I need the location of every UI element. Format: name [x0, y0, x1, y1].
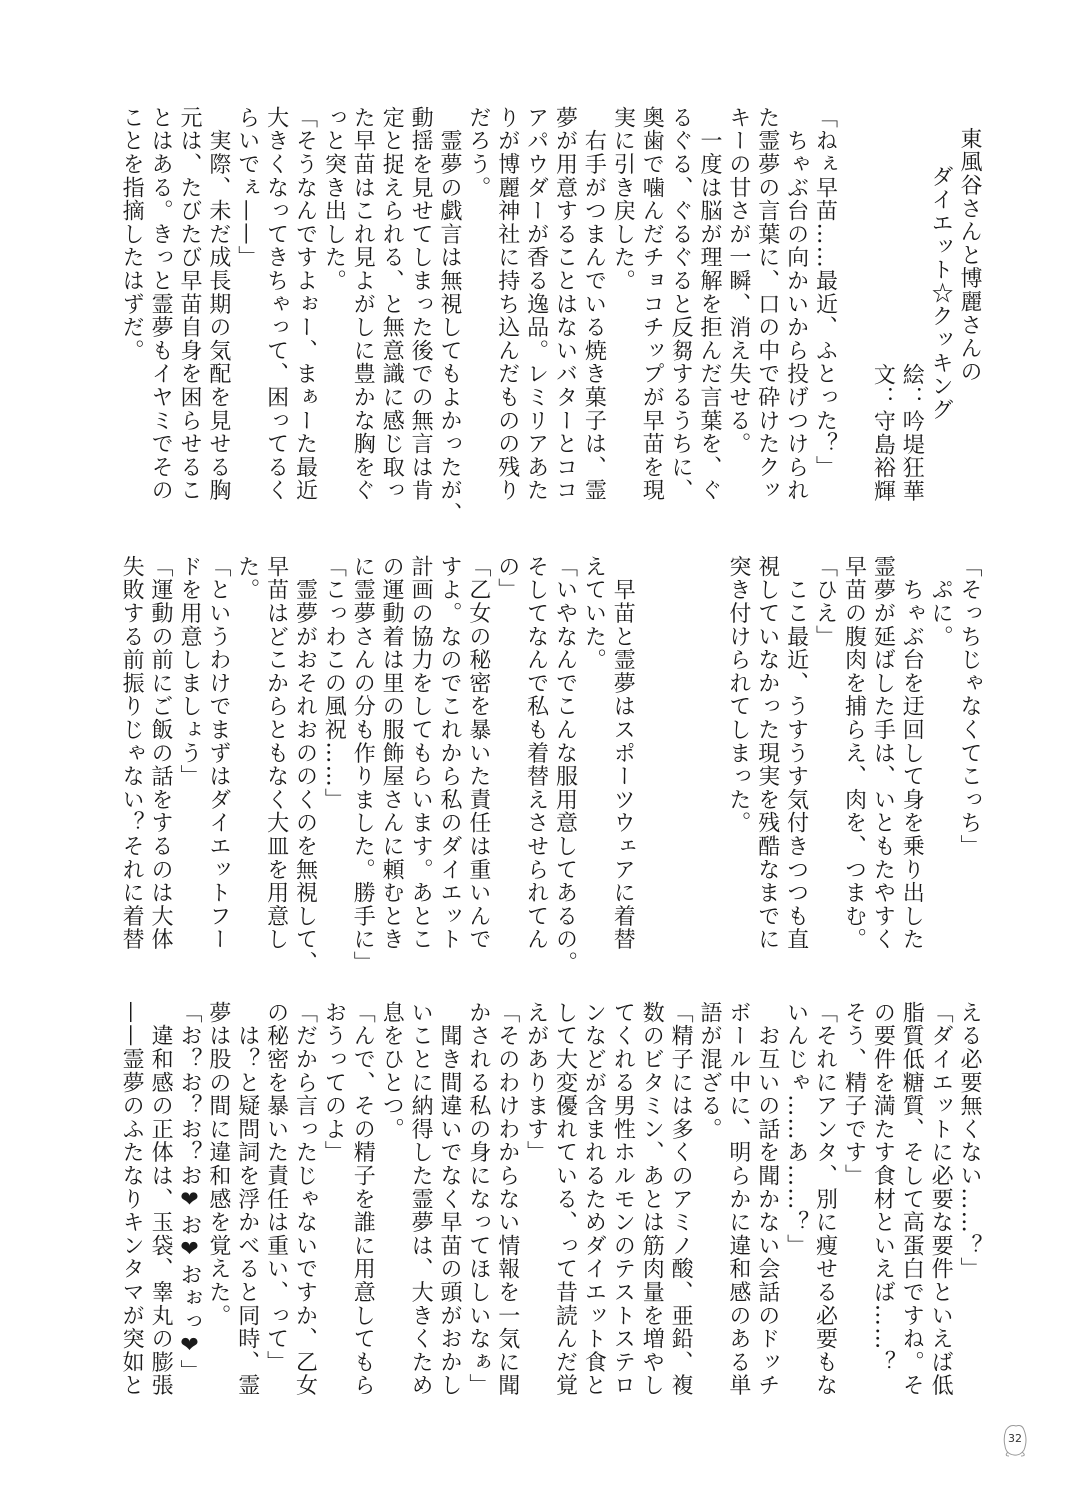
story-title: ダイエット☆クッキング — [928, 165, 954, 422]
text-column: 実際、未だ成長期の気配を見せる胸 — [205, 106, 231, 503]
text-column: 「いやなんでこんな服用意してあるの。 — [552, 555, 578, 975]
text-column: 定と捉えられる、と無意識に感じ取っ — [379, 106, 405, 503]
text-column: 夢は股の間に違和感を覚えた。 — [205, 1001, 231, 1328]
text-column: そしてなんで私も着替えさせられてん — [523, 555, 549, 952]
text-column: ちゃぶ台を迂回して身を乗り出した — [899, 555, 925, 952]
text-column: 語が混ざる。 — [696, 1001, 722, 1141]
text-column: かされる私の身になってほしいなぁ」 — [465, 1001, 491, 1398]
text-column: ちゃぶ台の向かいから投げつけられ — [783, 106, 809, 503]
text-column: 「こっわこの風祝……」 — [321, 555, 347, 812]
text-column: ことを指摘したはずだ。 — [119, 106, 145, 363]
text-column: 「ねぇ早苗……最近、ふとった？」 — [812, 106, 838, 479]
text-column: た霊夢の言葉に、口の中で砕けたクッ — [754, 106, 780, 503]
text-column: るぐる、ぐるぐると反芻するうちに、 — [668, 106, 694, 503]
text-column: 霊夢がおそれおののくのを無視して、 — [292, 555, 318, 975]
bottom-text-block — [115, 1001, 983, 1421]
text-column: っと突き出した。 — [321, 106, 347, 293]
text-column: 「んで、その精子を誰に用意してもら — [350, 1001, 376, 1398]
text-column: 「ダイエットに必要な要件といえば低 — [928, 1001, 954, 1398]
text-column: えていた。 — [581, 555, 607, 672]
text-column: の運動着は里の服飾屋さんに頼むとき — [379, 555, 405, 952]
text-column: 息をひとつ。 — [379, 1001, 405, 1141]
series-title: 東風谷さんと博麗さんの — [957, 127, 982, 384]
text-column: 視していなかった現実を残酷なまでに — [754, 555, 780, 952]
text-column: 「お？お？お？お❤お❤おぉっ❤」 — [176, 1001, 202, 1383]
text-column: 奥歯で噛んだチョコチップが早苗を現 — [639, 106, 665, 503]
text-column: 早苗はどこからともなく大皿を用意し — [263, 555, 289, 952]
text-column: して大変優れている、って昔読んだ覚 — [552, 1001, 578, 1398]
text-column: ぷに。 — [928, 555, 954, 649]
text-column: 元は、たびたび早苗自身を困らせるこ — [176, 106, 202, 503]
text-column: は？と疑問詞を浮かべると同時、霊 — [234, 1001, 260, 1398]
text-column: 数のビタミン、あとは筋肉量を増やし — [639, 1001, 665, 1398]
text-column: える必要無くない……？」 — [957, 1001, 982, 1281]
text-column: 「精子には多くのアミノ酸、亜鉛、複 — [668, 1001, 694, 1398]
text-column: の」 — [494, 555, 520, 602]
text-column: らいでぇ——」 — [234, 106, 260, 270]
text-column: 霊夢が延ばした手は、いともたやすく — [870, 555, 896, 952]
text-column: 「それにアンタ、別に痩せる必要もな — [812, 1001, 838, 1398]
text-column: 「ひえ」 — [812, 555, 838, 649]
text-column: とはある。きっと霊夢もイヤミでその — [148, 106, 174, 503]
text-column: 動揺を見せてしまった後での無言は肯 — [408, 106, 434, 503]
text-column: 右手がつまんでいる焼き菓子は、霊 — [581, 106, 607, 503]
illustration-credit: 絵：吟堤狂華 — [899, 363, 925, 503]
middle-text-block — [115, 555, 983, 975]
text-column: た早苗はこれ見よがしに豊かな胸をぐ — [350, 106, 376, 503]
text-column: 「そのわけわからない情報を一気に聞 — [494, 1001, 520, 1398]
text-column: お互いの話を聞かない会話のドッチ — [754, 1001, 780, 1398]
text-column: 「そうなんですよぉー、まぁーた最近 — [292, 106, 318, 503]
text-column: た。 — [234, 555, 260, 602]
text-column: 「運動の前にご飯の話をするのは大体 — [148, 555, 174, 952]
text-column: だろう。 — [465, 106, 491, 200]
text-column: に霊夢さんの分も作りました。勝手に」 — [350, 555, 376, 975]
page-number-badge — [1000, 1422, 1030, 1458]
page-number: 32 — [1008, 1432, 1022, 1445]
text-column: おうってのよ」 — [321, 1001, 347, 1165]
text-column: そう、精子です」 — [841, 1001, 867, 1188]
text-column: 夢が用意することはないバターとココ — [552, 106, 578, 503]
text-column: 違和感の正体は、玉袋、睾丸の膨張 — [148, 1001, 174, 1398]
text-column: りが博麗神社に持ち込んだものの残り — [494, 106, 520, 503]
text-column: すよ。なのでこれから私のダイエット — [436, 555, 462, 952]
text-column: の要件を満たす食材といえば……？ — [870, 1001, 896, 1374]
text-column: アパウダーが香る逸品。レミリアあた — [523, 106, 549, 503]
text-column: 計画の協力をしてもらいます。あとこ — [408, 555, 434, 952]
text-column: キーの甘さが一瞬、消え失せる。 — [725, 106, 751, 456]
text-column: 早苗と霊夢はスポーツウェアに着替 — [610, 555, 636, 952]
text-column: 聞き間違いでなく早苗の頭がおかし — [436, 1001, 462, 1398]
text-column: いことに納得した霊夢は、大きくため — [408, 1001, 434, 1398]
author-credit: 文：守島裕輝 — [870, 363, 896, 503]
text-column: ドを用意しましょう」 — [176, 555, 202, 788]
text-column: 「そっちじゃなくてこっち」 — [957, 555, 982, 858]
text-column: いんじゃ……あ……？」 — [783, 1001, 809, 1258]
text-column: 失敗する前振りじゃない？それに着替 — [119, 555, 145, 952]
text-column: 「だから言ったじゃないですか、乙女 — [292, 1001, 318, 1398]
text-column: てくれる男性ホルモンのテストステロ — [610, 1001, 636, 1398]
text-column: ボール中に、明らかに違和感のある単 — [725, 1001, 751, 1398]
text-column: 脂質低糖質、そして高蛋白ですね。そ — [899, 1001, 925, 1398]
text-column: 突き付けられてしまった。 — [725, 555, 751, 835]
text-column: 「というわけでまずはダイエットフー — [205, 555, 231, 952]
text-column: 霊夢の戯言は無視してもよかったが、 — [436, 106, 462, 526]
text-column: 「乙女の秘密を暴いた責任は重いんで — [465, 555, 491, 952]
top-text-block — [115, 106, 983, 526]
text-column: ンなどが含まれるためダイエット食と — [581, 1001, 607, 1398]
text-column: 大きくなってきちゃって、困ってるく — [263, 106, 289, 503]
text-column: 一度は脳が理解を拒んだ言葉を、ぐ — [696, 106, 722, 503]
text-column: の秘密を暴いた責任は重い、って」 — [263, 1001, 289, 1374]
text-column: 実に引き戻した。 — [610, 106, 636, 293]
text-column: ——霊夢のふたなりキンタマが突如と — [119, 1001, 145, 1398]
text-column: ここ最近、うすうす気付きつつも直 — [783, 555, 809, 952]
text-column: 早苗の腹肉を捕らえ、肉を、つまむ。 — [841, 555, 867, 952]
text-column: えがあります」 — [523, 1001, 549, 1165]
